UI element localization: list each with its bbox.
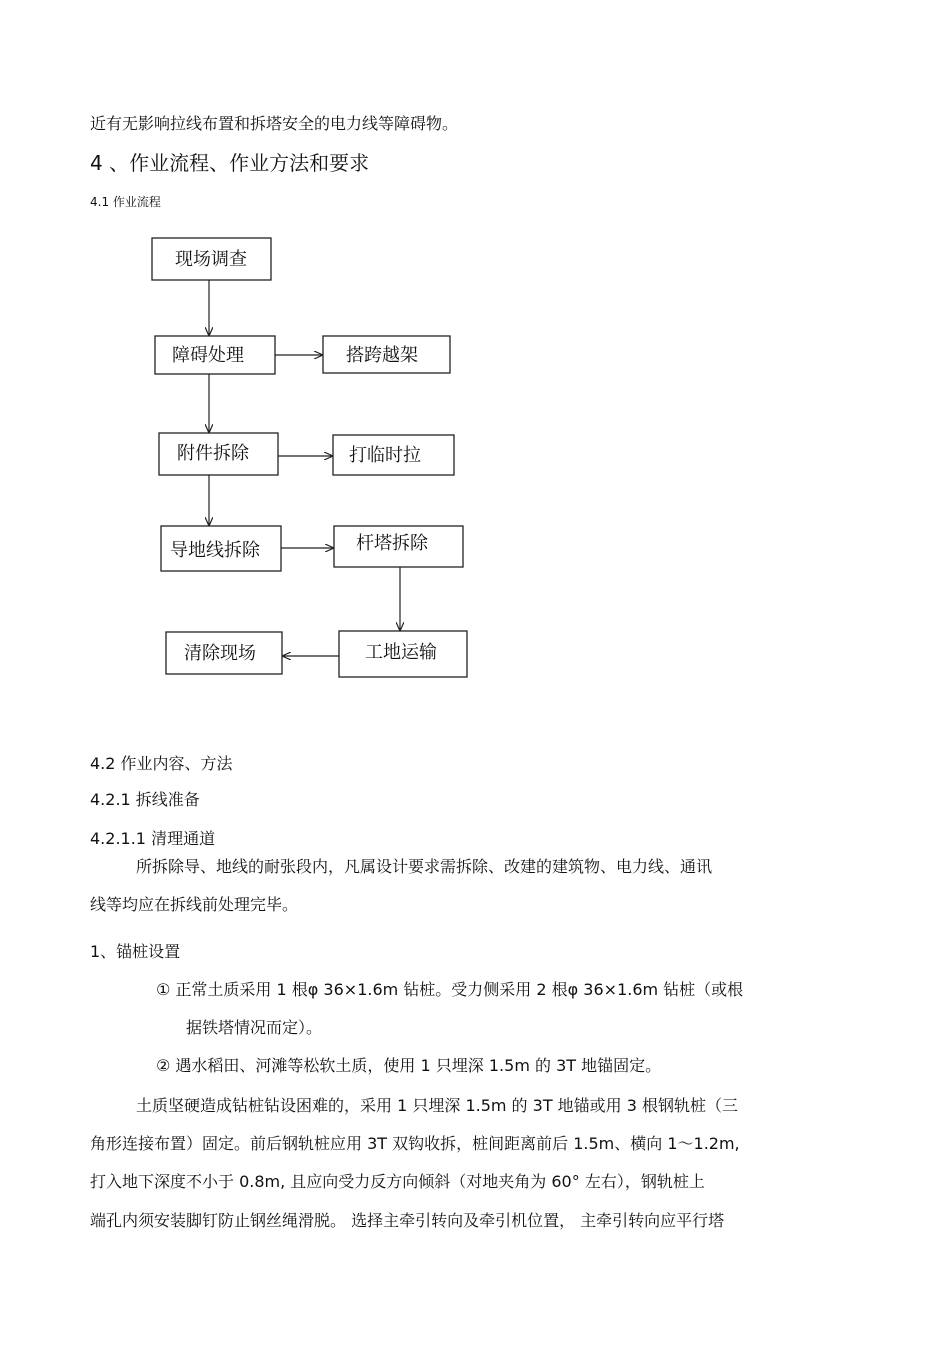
subsection-heading: 4.2.1.1 清理通道 <box>90 829 216 848</box>
paragraph-line: 线等均应在拆线前处理完毕。 <box>90 895 299 914</box>
subsection-heading: 4.2.1 拆线准备 <box>90 790 200 809</box>
flow-label-guy: 打临时拉 <box>349 445 421 466</box>
paragraph-line: 土质坚硬造成钻桩钻设困难的，采用 1 只埋深 1.5m 的 3T 地锚或用 3 根钢轨桩（三 <box>136 1096 739 1115</box>
flow-label-conductor: 导地线拆除 <box>170 540 260 561</box>
paragraph-line: 角形连接布置）固定。前后钢轨桩应用 3T 双钩收拆，桩间距离前后 1.5m、横向 1～1.2m, <box>90 1134 740 1153</box>
flow-label-transport: 工地运输 <box>365 642 437 663</box>
flow-label-fittings: 附件拆除 <box>177 443 249 464</box>
list-item: ① 正常土质采用 1 根φ 36×1.6m 钻桩。受力侧采用 2 根φ 36×1.6m 钻桩（或根 <box>156 980 744 999</box>
list-item-continuation: 据铁塔情况而定）。 <box>186 1018 323 1037</box>
paragraph-line: 端孔内须安装脚钉防止钢丝绳滑脱。 选择主牵引转向及牵引机位置， 主牵引转向应平行塔 <box>90 1211 725 1230</box>
flow-label-cleanup: 清除现场 <box>184 643 256 664</box>
paragraph-line: 所拆除导、地线的耐张段内，凡属设计要求需拆除、改建的建筑物、电力线、通讯 <box>136 857 713 876</box>
list-item: ② 遇水稻田、河滩等松软土质，使用 1 只埋深 1.5m 的 3T 地锚固定。 <box>156 1056 662 1075</box>
paragraph-line: 打入地下深度不小于 0.8m, 且应向受力反方向倾斜（对地夹角为 60° 左右），钢轨桩上 <box>90 1172 705 1191</box>
flow-label-tower: 杆塔拆除 <box>356 533 428 554</box>
anchor-heading: 1、锚桩设置 <box>90 942 181 961</box>
flow-label-span: 搭跨越架 <box>346 345 418 366</box>
section-heading: 4 、作业流程、作业方法和要求 <box>90 151 370 175</box>
subsection-heading: 4.1 作业流程 <box>90 195 161 209</box>
subsection-heading: 4.2 作业内容、方法 <box>90 754 233 773</box>
flow-label-survey: 现场调查 <box>175 249 247 270</box>
text-line: 近有无影响拉线布置和拆塔安全的电力线等障碍物。 <box>90 114 459 133</box>
flow-label-obstacle: 障碍处理 <box>172 345 244 366</box>
